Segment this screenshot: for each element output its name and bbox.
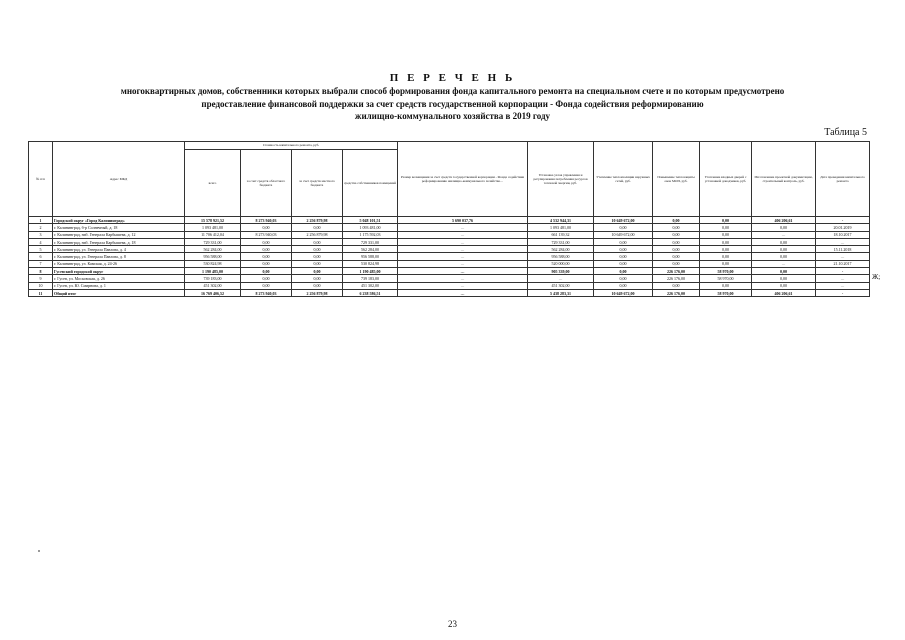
table-row: [29, 231, 870, 238]
table-cell-fund: …: [398, 246, 528, 253]
header-address: Адрес МКД: [53, 142, 185, 217]
table-cell-c4: 0,00: [700, 282, 752, 289]
table-cell-reg: 0,00: [241, 268, 292, 275]
table-cell-n: 1: [29, 217, 53, 224]
table-cell-n: 10: [29, 282, 53, 289]
table-cell-own: 739 183,00: [343, 275, 398, 282]
table-cell-c2: 10 649 672,00: [594, 289, 653, 296]
table-cell-reg: 0,00: [241, 275, 292, 282]
header-num: № п/п: [29, 142, 53, 217]
table-row: [29, 289, 870, 296]
header-cost-local: за счет средств местного бюджета: [292, 150, 343, 217]
table-cell-c4: 58 970,00: [700, 268, 752, 275]
table-cell-n: 8: [29, 268, 53, 275]
table-cell-own: 1 093 481,00: [343, 224, 398, 231]
header-metering: Установка узлов управления и регулирования потребления ресурсов тепловой энергии, руб.: [528, 142, 594, 217]
table-cell-c3: 0,00: [653, 231, 700, 238]
table-cell-c5: 0,00: [752, 282, 816, 289]
table-cell-c6: -: [816, 217, 870, 224]
table-cell-addr: г. Калининград, ул. Генерала Павлова, д. 8: [53, 253, 185, 260]
table-cell-loc: 0,00: [292, 260, 343, 267]
table-cell-c2: 0,00: [594, 260, 653, 267]
table-cell-c5: …: [752, 260, 816, 267]
table-cell-total: 729 331,00: [185, 238, 241, 245]
table-cell-c1: 4 532 944,31: [528, 217, 594, 224]
table-cell-c4: 58 970,00: [700, 289, 752, 296]
table-cell-c3: 0,00: [653, 253, 700, 260]
table-cell-c2: 0,00: [594, 238, 653, 245]
table-cell-total: 15 578 921,52: [185, 217, 241, 224]
table-cell-c3: 226 176,00: [653, 275, 700, 282]
table-cell-c1: 562 284,00: [528, 246, 594, 253]
table-cell-c5: 0,00: [752, 268, 816, 275]
table-cell-reg: 0,00: [241, 260, 292, 267]
table-cell-addr: г. Калининград, ул. Генерала Павлова, д. 4: [53, 246, 185, 253]
table-cell-c4: 58 970,00: [700, 275, 752, 282]
table-cell-c6: …: [816, 275, 870, 282]
table-cell-c2: 0,00: [594, 268, 653, 275]
header-cost-regional: за счет средств областного бюджета: [241, 150, 292, 217]
table-cell-addr: Общий итог: [53, 289, 185, 296]
document-heading: П Е Р Е Ч Е Н Ь: [389, 72, 516, 84]
table-cell-fund: …: [398, 282, 528, 289]
table-cell-c5: 0,00: [752, 253, 816, 260]
table-cell-own: 451 302,00: [343, 282, 398, 289]
table-cell-c5: 0,00: [752, 238, 816, 245]
table-cell-total: 451 302,00: [185, 282, 241, 289]
table-cell-c2: 0,00: [594, 253, 653, 260]
header-insulation: Утепление теплоизоляции наружных сетей, руб.: [594, 142, 653, 217]
table-row: [29, 224, 870, 231]
scan-speck: [38, 550, 40, 552]
table-cell-addr: г. Калининград, б-р Солнечный, д. 18: [53, 224, 185, 231]
table-cell-c4: 0,00: [700, 253, 752, 260]
table-cell-addr: Городской округ «Город Калининград»: [53, 217, 185, 224]
table-cell-reg: 8 273 940,03: [241, 231, 292, 238]
table-cell-fund: …: [398, 268, 528, 275]
table-cell-n: 4: [29, 238, 53, 245]
table-cell-loc: 0,00: [292, 224, 343, 231]
table-cell-reg: 0,00: [241, 246, 292, 253]
table-cell-own: 956 588,00: [343, 253, 398, 260]
table-cell-c3: 0,00: [653, 282, 700, 289]
document-subtitle: [40, 85, 865, 123]
table-cell-c6: …: [816, 253, 870, 260]
table-cell-c1: 5 438 283,31: [528, 289, 594, 296]
table-cell-c4: 0,00: [700, 238, 752, 245]
table-cell-addr: г. Гусев, ул. Московская, д. 26: [53, 275, 185, 282]
table-cell-c5: 0,00: [752, 224, 816, 231]
table-cell-c6: 21.10.2017: [816, 260, 870, 267]
header-fund: Размер возмещения за счет средств государственной корпорации - Фонда содействия реформированию жилищно-коммунального хозяйства…: [398, 142, 528, 217]
table-cell-loc: 2 256 879,98: [292, 217, 343, 224]
table-row: [29, 282, 870, 289]
header-heat-mop: Повышение теплозащиты окон МОП, руб.: [653, 142, 700, 217]
table-cell-total: 1 190 485,00: [185, 268, 241, 275]
header-cost-group: Стоимость капитального ремонта, руб.: [185, 142, 398, 150]
table-cell-c2: 0,00: [594, 224, 653, 231]
table-row: [29, 246, 870, 253]
table-cell-n: 3: [29, 231, 53, 238]
table-cell-c2: 0,00: [594, 275, 653, 282]
table-row: [29, 238, 870, 245]
table-cell-total: 1 093 481,00: [185, 224, 241, 231]
table-cell-c1: 520 000,00: [528, 260, 594, 267]
header-cost-owners: средства собственников помещений: [343, 150, 398, 217]
table-cell-loc: 2 256 879,98: [292, 289, 343, 296]
table-cell-fund: …: [398, 289, 528, 296]
table-cell-own: 562 284,00: [343, 246, 398, 253]
table-cell-loc: 0,00: [292, 282, 343, 289]
table-cell-c6: 20.01.2019: [816, 224, 870, 231]
table-cell-c5: 406 206,61: [752, 217, 816, 224]
table-cell-c1: …: [528, 275, 594, 282]
table-row: [29, 253, 870, 260]
table-cell-c4: 0,00: [700, 231, 752, 238]
table-cell-c5: 0,00: [752, 275, 816, 282]
table-row: [29, 275, 870, 282]
table-cell-loc: 0,00: [292, 268, 343, 275]
table-cell-own: 729 331,00: [343, 238, 398, 245]
table-cell-addr: г. Калининград, ул. Камская, д. 24-26: [53, 260, 185, 267]
header-doors: Утепление входных дверей с установкой доводчиков, руб.: [700, 142, 752, 217]
table-cell-c1: 661 139,32: [528, 231, 594, 238]
table-cell-n: 7: [29, 260, 53, 267]
header-date: Дата проведения капитального ремонта: [816, 142, 870, 217]
header-docs: Изготовление проектной документации, строительный контроль, руб.: [752, 142, 816, 217]
page-number: 23: [448, 619, 457, 629]
table-cell-addr: Гусевский городской округ: [53, 268, 185, 275]
table-cell-total: 530 824,98: [185, 260, 241, 267]
table-cell-total: 11 706 412,04: [185, 231, 241, 238]
table-cell-reg: 0,00: [241, 238, 292, 245]
table-cell-n: 6: [29, 253, 53, 260]
table-cell-c3: 226 176,00: [653, 289, 700, 296]
subtitle-line-3: жилищно-коммунального хозяйства в 2019 году: [354, 111, 551, 121]
table-cell-c1: 451 302,00: [528, 282, 594, 289]
table-label: Таблица 5: [824, 127, 867, 138]
table-cell-c2: 10 649 672,00: [594, 231, 653, 238]
table-cell-total: 16 769 406,52: [185, 289, 241, 296]
table-cell-loc: 0,00: [292, 246, 343, 253]
table-cell-fund: …: [398, 275, 528, 282]
table-cell-loc: 0,00: [292, 253, 343, 260]
houses-table: [28, 141, 870, 297]
table-row: [29, 260, 870, 267]
table-cell-own: 530 824,98: [343, 260, 398, 267]
table-cell-c5: 406 206,61: [752, 289, 816, 296]
table-cell-reg: 8 273 940,03: [241, 289, 292, 296]
table-cell-c3: 0,00: [653, 217, 700, 224]
table-cell-addr: г. Калининград, наб. Генерала Карбышева, д. 12: [53, 231, 185, 238]
table-cell-n: 2: [29, 224, 53, 231]
table-cell-c6: -: [816, 268, 870, 275]
table-cell-c3: 0,00: [653, 260, 700, 267]
table-body: [29, 217, 870, 297]
table-cell-n: 9: [29, 275, 53, 282]
table-cell-fund: …: [398, 238, 528, 245]
table-cell-c6: …: [816, 238, 870, 245]
header-cost-total: всего: [185, 150, 241, 217]
table-cell-loc: 2 256 879,98: [292, 231, 343, 238]
table-cell-c4: 0,00: [700, 224, 752, 231]
table-cell-c6: -: [816, 289, 870, 296]
subtitle-line-2: предоставление финансовой поддержки за счет средств государственной корпорации - Фонда содействия реформированию: [201, 98, 704, 109]
table-cell-reg: 8 273 940,03: [241, 217, 292, 224]
table-cell-reg: 0,00: [241, 224, 292, 231]
table-cell-c1: 1 093 481,00: [528, 224, 594, 231]
table-cell-reg: 0,00: [241, 253, 292, 260]
table-cell-c2: 0,00: [594, 282, 653, 289]
table-cell-c4: 0,00: [700, 260, 752, 267]
table-cell-total: 739 183,00: [185, 275, 241, 282]
table-cell-c1: 729 331,00: [528, 238, 594, 245]
table-row: [29, 217, 870, 224]
table-cell-fund: …: [398, 231, 528, 238]
table-cell-loc: 0,00: [292, 275, 343, 282]
table-cell-c4: 0,00: [700, 217, 752, 224]
table-cell-c3: 0,00: [653, 238, 700, 245]
table-cell-c1: 956 588,00: [528, 253, 594, 260]
table-cell-c1: 905 339,00: [528, 268, 594, 275]
table-cell-n: 5: [29, 246, 53, 253]
table-cell-c6: 15.11.2018: [816, 246, 870, 253]
table-cell-loc: 0,00: [292, 238, 343, 245]
table-cell-addr: г. Калининград, наб. Генерала Карбышева, д. 18: [53, 238, 185, 245]
table-cell-addr: г. Гусев, ул. Ю. Смирнова, д. 1: [53, 282, 185, 289]
table-cell-reg: 0,00: [241, 282, 292, 289]
table-cell-own: 1 190 485,00: [343, 268, 398, 275]
margin-mark: Ж;: [872, 273, 881, 281]
table-cell-c3: 0,00: [653, 224, 700, 231]
table-cell-c3: 0,00: [653, 246, 700, 253]
table-cell-fund: …: [398, 224, 528, 231]
table-cell-fund: 5 690 037,76: [398, 217, 528, 224]
table-cell-own: 5 048 101,51: [343, 217, 398, 224]
table-cell-fund: …: [398, 260, 528, 267]
table-cell-n: 11: [29, 289, 53, 296]
table-cell-c6: 18.10.2017: [816, 231, 870, 238]
table-cell-c4: 0,00: [700, 246, 752, 253]
table-cell-own: 6 238 586,51: [343, 289, 398, 296]
table-cell-c5: 0,00: [752, 246, 816, 253]
table-cell-fund: …: [398, 253, 528, 260]
subtitle-line-1: многоквартирных домов, собственники которых выбрали способ формирования фонда капитального ремонта на специальном счете и по которым предусмотрено: [120, 86, 785, 96]
table-cell-own: 1 175 592,03: [343, 231, 398, 238]
table-cell-total: 562 284,00: [185, 246, 241, 253]
table-cell-total: 956 588,00: [185, 253, 241, 260]
table-row: [29, 268, 870, 275]
table-cell-c6: …: [816, 282, 870, 289]
table-cell-c2: 0,00: [594, 246, 653, 253]
table-cell-c2: 10 649 672,00: [594, 217, 653, 224]
table-cell-c3: 226 176,00: [653, 268, 700, 275]
table-cell-c5: …: [752, 231, 816, 238]
